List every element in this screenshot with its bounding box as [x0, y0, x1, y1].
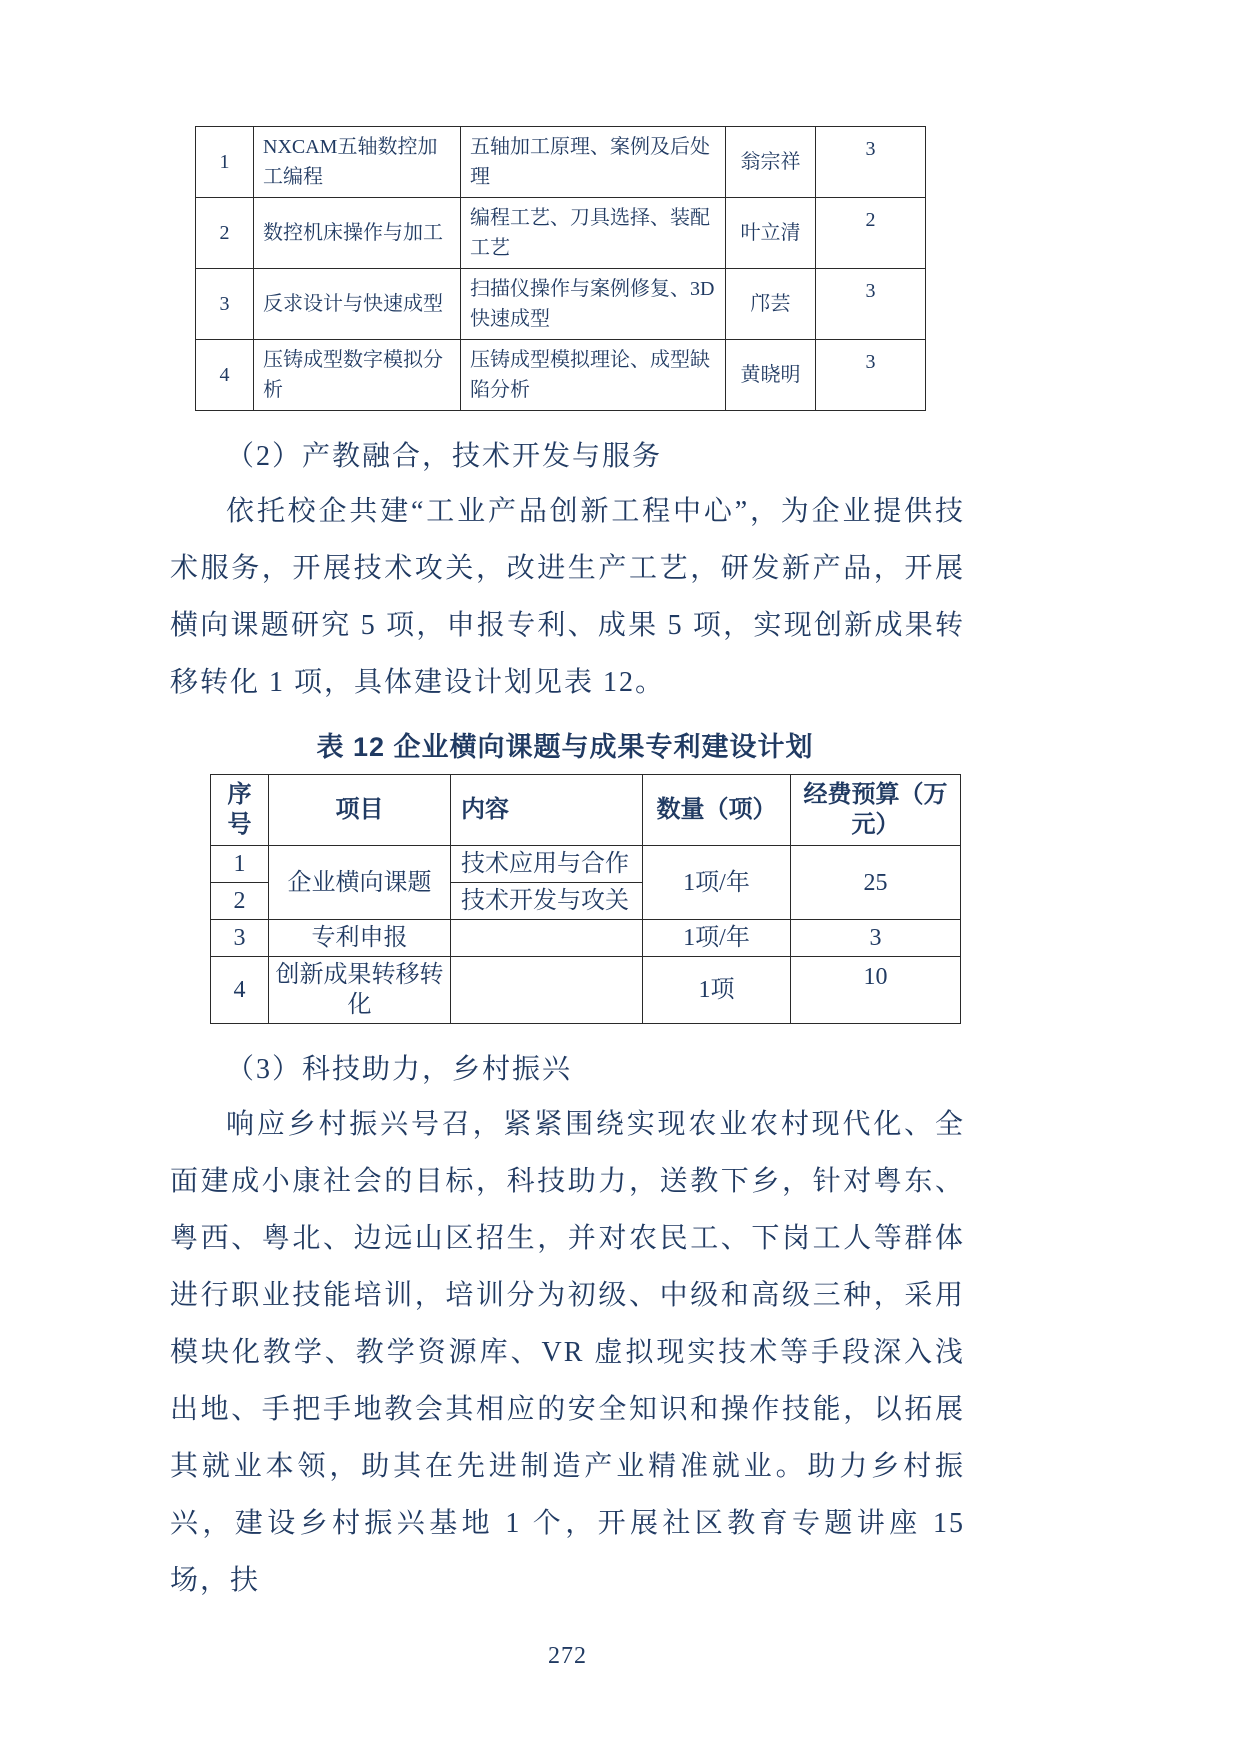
cell-count: 3: [816, 269, 926, 340]
header-quantity: 数量（项）: [643, 775, 791, 846]
table-row: [211, 957, 961, 1024]
cell-course: NXCAM五轴数控加工编程: [254, 127, 461, 198]
section2-heading: （2）产教融合，技术开发与服务: [226, 441, 663, 472]
cell-project: 专利申报: [269, 920, 451, 957]
header-content: 内容: [451, 775, 643, 846]
table-row: [211, 920, 961, 957]
table-row: [196, 198, 926, 269]
cell-teacher: 邝芸: [726, 269, 816, 340]
table-row: [196, 340, 926, 411]
cell-no: 4: [211, 957, 269, 1024]
cell-quantity: 1项/年: [643, 920, 791, 957]
cell-quantity: 1项/年: [643, 846, 791, 920]
cell-content: 五轴加工原理、案例及后处理: [461, 127, 726, 198]
page-content: [170, 126, 965, 1670]
table-row: [196, 269, 926, 340]
cell-quantity: 1项: [643, 957, 791, 1024]
table12-caption: 表 12 企业横向课题与成果专利建设计划: [316, 732, 814, 762]
cell-count: 3: [816, 127, 926, 198]
cell-no: 1: [211, 846, 269, 883]
cell-no: 3: [211, 920, 269, 957]
table-row: [196, 127, 926, 198]
cell-budget: 3: [791, 920, 961, 957]
cell-course: 数控机床操作与加工: [254, 198, 461, 269]
page-number: 272: [548, 1643, 587, 1669]
cell-no: 2: [211, 883, 269, 920]
table-row: [211, 846, 961, 883]
section3-paragraph: 响应乡村振兴号召，紧紧围绕实现农业农村现代化、全面建成小康社会的目标，科技助力，送教下乡，针对粤东、粤西、粤北、边远山区招生，并对农民工、下岗工人等群体进行职业技能培训，培训分为初级、中级和高级三种，采用模块化教学、教学资源库、VR 虚拟现实技术等手段深入浅出地、手把手地教会其相应的安全知识和操作技能，以拓展其就业本领，助其在先进制造产业精准就业。助力乡村振兴，建设乡村振兴基地 1 个，开展社区教育专题讲座 15 场，扶: [170, 1109, 965, 1596]
table-header-row: [211, 775, 961, 846]
cell-course: 反求设计与快速成型: [254, 269, 461, 340]
section2-paragraph: 依托校企共建“工业产品创新工程中心”，为企业提供技术服务，开展技术攻关，改进生产工艺，研发新产品，开展横向课题研究 5 项，申报专利、成果 5 项，实现创新成果转移转化 1 项，具体建设计划见表 12。: [170, 496, 965, 698]
header-budget: 经费预算（万元）: [791, 775, 961, 846]
header-project: 项目: [269, 775, 451, 846]
cell-content: 扫描仪操作与案例修复、3D快速成型: [461, 269, 726, 340]
cell-content: 编程工艺、刀具选择、装配工艺: [461, 198, 726, 269]
cell-count: 2: [816, 198, 926, 269]
cell-teacher: 叶立清: [726, 198, 816, 269]
section3-heading: （3）科技助力，乡村振兴: [226, 1054, 573, 1085]
cell-count: 3: [816, 340, 926, 411]
cell-content: 压铸成型模拟理论、成型缺陷分析: [461, 340, 726, 411]
cell-project: 企业横向课题: [269, 846, 451, 920]
cell-budget: 25: [791, 846, 961, 920]
cell-no: 1: [196, 127, 254, 198]
header-no: 序号: [211, 775, 269, 846]
cell-content: [451, 957, 643, 1024]
cell-teacher: 翁宗祥: [726, 127, 816, 198]
cell-no: 4: [196, 340, 254, 411]
cell-no: 3: [196, 269, 254, 340]
cell-course: 压铸成型数字模拟分析: [254, 340, 461, 411]
cell-no: 2: [196, 198, 254, 269]
table12: [210, 774, 961, 1024]
cell-content: 技术应用与合作: [451, 846, 643, 883]
cell-budget: 10: [791, 957, 961, 1024]
cell-content: 技术开发与攻关: [451, 883, 643, 920]
training-courses-table: [195, 126, 926, 411]
cell-content: [451, 920, 643, 957]
cell-teacher: 黄晓明: [726, 340, 816, 411]
cell-project: 创新成果转移转化: [269, 957, 451, 1024]
